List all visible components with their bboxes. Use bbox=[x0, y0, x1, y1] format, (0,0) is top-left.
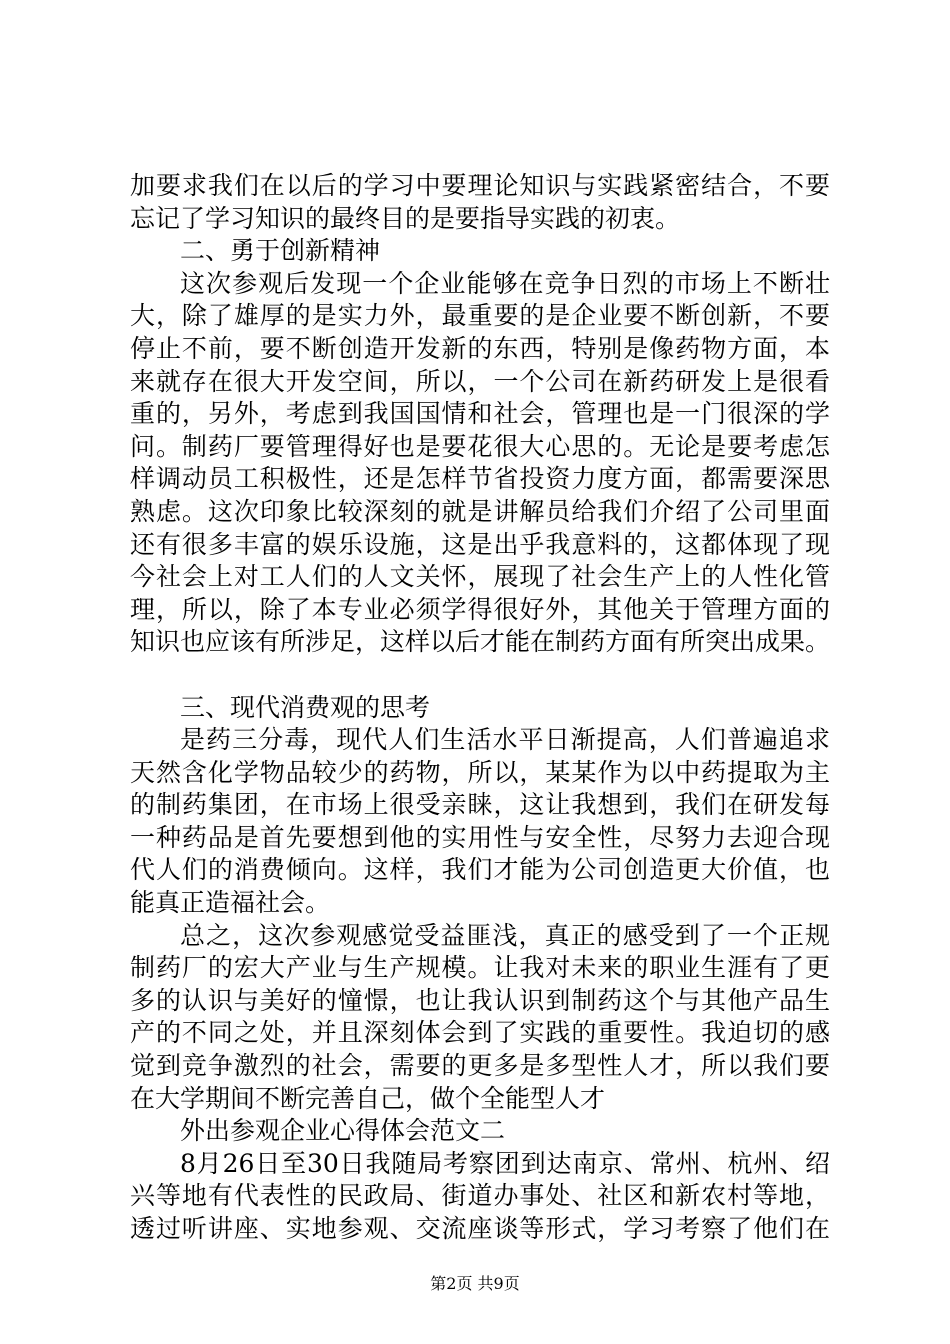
text-line: 忘记了学习知识的最终目的是要指导实践的初衷。 bbox=[130, 203, 681, 233]
text-line: 天然含化学物品较少的药物，所以，某某作为以中药提取为主 bbox=[130, 757, 830, 787]
text-line: 这次参观后发现一个企业能够在竞争日烈的市场上不断壮 bbox=[180, 268, 830, 298]
text-line: 觉到竞争激烈的社会，需要的更多是多型性人才，所以我们要 bbox=[130, 1051, 830, 1081]
text-line: 兴等地有代表性的民政局、街道办事处、社区和新农村等地， bbox=[130, 1181, 830, 1211]
text-line: 大，除了雄厚的是实力外，最重要的是企业要不断创新，不要 bbox=[130, 301, 830, 331]
text-line: 重的，另外，考虑到我国国情和社会，管理也是一门很深的学 bbox=[130, 399, 830, 429]
text-line: 来就存在很大开发空间，所以，一个公司在新药研发上是很看 bbox=[130, 366, 830, 396]
blank-line bbox=[130, 659, 830, 692]
text-line: 代人们的消费倾向。这样，我们才能为公司创造更大价值，也 bbox=[130, 855, 830, 885]
text-line: 是药三分毒，现代人们生活水平日渐提高，人们普遍追求 bbox=[180, 725, 830, 755]
text-line: 二、勇于创新精神 bbox=[180, 236, 381, 266]
text-line: 知识也应该有所涉足，这样以后才能在制药方面有所突出成果。 bbox=[130, 627, 830, 657]
text-line: 一种药品是首先要想到他的实用性与安全性，尽努力去迎合现 bbox=[130, 822, 830, 852]
text-line: 外出参观企业心得体会范文二 bbox=[180, 1116, 506, 1146]
text-line: 透过听讲座、实地参观、交流座谈等形式，学习考察了他们在 bbox=[130, 1214, 830, 1243]
text-line: 还有很多丰富的娱乐设施，这是出乎我意料的，这都体现了现 bbox=[130, 529, 830, 559]
text-line: 理，所以，除了本专业必须学得很好外，其他关于管理方面的 bbox=[130, 594, 830, 624]
text-line: 的制药集团，在市场上很受亲睐，这让我想到，我们在研发每 bbox=[130, 790, 830, 820]
text-line: 产的不同之处，并且深刻体会到了实践的重要性。我迫切的感 bbox=[130, 1018, 830, 1048]
text-line: 问。制药厂要管理得好也是要花很大心思的。无论是要考虑怎 bbox=[130, 431, 830, 461]
text-line: 加要求我们在以后的学习中要理论知识与实践紧密结合，不要 bbox=[130, 171, 830, 200]
document-body bbox=[130, 170, 830, 1246]
text-line: 多的认识与美好的憧憬，也让我认识到制药这个与其他产品生 bbox=[130, 985, 830, 1015]
text-line: 熟虑。这次印象比较深刻的就是讲解员给我们介绍了公司里面 bbox=[130, 496, 830, 526]
text-line: 今社会上对工人们的人文关怀，展现了社会生产上的人性化管 bbox=[130, 562, 830, 592]
text-line: 能真正造福社会。 bbox=[130, 888, 331, 918]
text-line: 三、现代消费观的思考 bbox=[180, 692, 431, 722]
text-line: 制药厂的宏大产业与生产规模。让我对未来的职业生涯有了更 bbox=[130, 953, 830, 983]
page-footer: 第2页 共9页 bbox=[430, 1274, 520, 1293]
text-line: 在大学期间不断完善自己，做个全能型人才 bbox=[130, 1083, 606, 1113]
text-line: 样调动员工积极性，还是怎样节省投资力度方面，都需要深思 bbox=[130, 464, 830, 494]
text-line: 8月26日至30日我随局考察团到达南京、常州、杭州、绍 bbox=[180, 1148, 830, 1178]
text-line: 停止不前，要不断创造开发新的东西，特别是像药物方面，本 bbox=[130, 333, 830, 363]
text-line: 总之，这次参观感觉受益匪浅，真正的感受到了一个正规 bbox=[180, 920, 830, 950]
